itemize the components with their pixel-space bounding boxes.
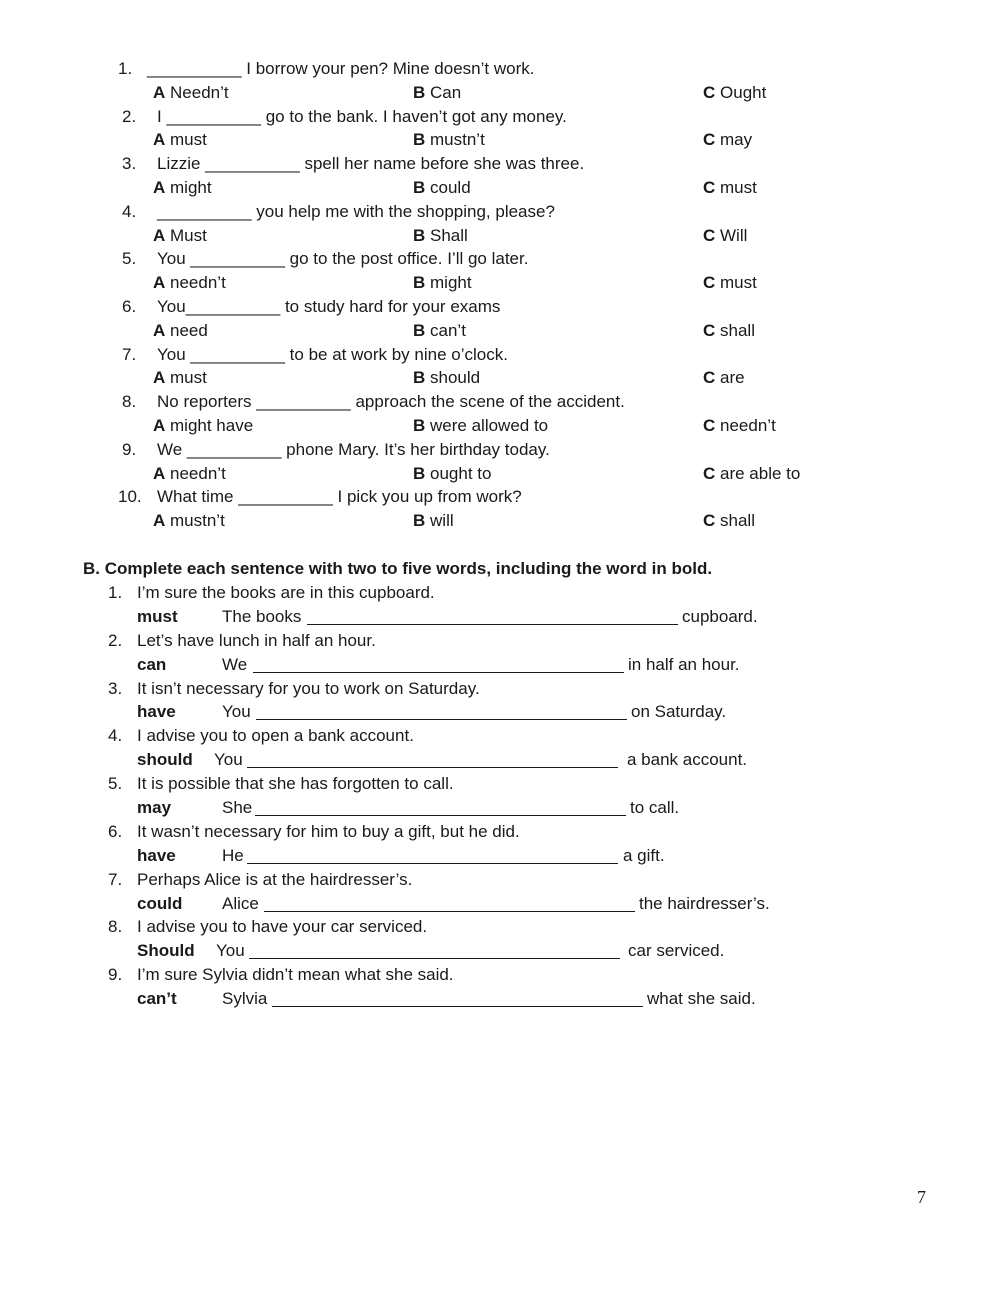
answer-end: car serviced. — [628, 941, 725, 961]
question-number: 5. — [108, 774, 123, 794]
question-sentence: I advise you to have your car serviced. — [137, 917, 428, 937]
option-text: are able to — [720, 463, 801, 483]
option-c[interactable] — [703, 128, 752, 152]
answer-end: a bank account. — [627, 750, 748, 770]
question-number: 10. — [118, 487, 142, 507]
answer-row — [0, 844, 1000, 868]
option-text: Ought — [720, 82, 767, 102]
option-letter: A — [153, 511, 166, 531]
key-word: can — [137, 654, 167, 674]
option-letter: A — [153, 463, 166, 483]
question-number: 2. — [122, 106, 137, 126]
answer-blank[interactable] — [253, 655, 624, 673]
key-word: could — [137, 893, 183, 913]
answer-blank[interactable] — [307, 607, 678, 625]
answer-end: in half an hour. — [628, 654, 740, 674]
question-sentence: Let’s have lunch in half an hour. — [137, 630, 376, 650]
question-row — [0, 295, 1000, 319]
option-text: will — [430, 511, 454, 531]
option-c[interactable] — [703, 176, 757, 200]
option-text: must — [720, 273, 757, 293]
question-text: You__________ to study hard for your exams — [157, 296, 501, 316]
option-text: Can — [430, 82, 462, 102]
option-a[interactable] — [153, 366, 207, 390]
answer-end: what she said. — [647, 989, 756, 1009]
option-c[interactable] — [703, 224, 747, 248]
options-row — [0, 176, 1000, 200]
option-c[interactable] — [703, 81, 766, 105]
question-number: 7. — [108, 869, 123, 889]
option-letter: A — [153, 82, 166, 102]
option-text: must — [170, 368, 207, 388]
option-letter: A — [153, 225, 166, 245]
option-letter: C — [703, 82, 716, 102]
key-word: have — [137, 702, 176, 722]
answer-end: a gift. — [623, 845, 665, 865]
answer-row — [0, 700, 1000, 724]
option-text: needn’t — [170, 463, 226, 483]
answer-start: You — [214, 750, 243, 770]
question-number: 1. — [118, 59, 133, 78]
option-letter: C — [703, 177, 716, 197]
option-letter: A — [153, 273, 166, 293]
question-text: You __________ to be at work by nine o’clock. — [157, 344, 508, 364]
answer-row — [0, 796, 1000, 820]
answer-blank[interactable] — [247, 750, 618, 768]
option-text: might — [170, 177, 212, 197]
question-number: 9. — [108, 965, 123, 985]
option-letter: B — [413, 415, 426, 435]
option-letter: B — [413, 320, 426, 340]
question-sentence: It isn’t necessary for you to work on Saturday. — [137, 678, 480, 698]
answer-row — [0, 748, 1000, 772]
option-b[interactable] — [413, 224, 468, 248]
option-a[interactable] — [153, 224, 207, 248]
option-b[interactable] — [413, 509, 454, 533]
option-letter: A — [153, 368, 166, 388]
question-sentence: Perhaps Alice is at the hairdresser’s. — [137, 869, 413, 889]
answer-blank[interactable] — [247, 846, 618, 864]
question-number: 4. — [108, 726, 123, 746]
answer-start: You — [216, 941, 245, 961]
question-number: 9. — [122, 439, 137, 459]
option-letter: B — [413, 225, 426, 245]
question-row — [0, 57, 1000, 81]
option-letter: C — [703, 320, 716, 340]
option-a[interactable] — [153, 81, 229, 105]
answer-blank[interactable] — [272, 989, 643, 1007]
options-row — [0, 81, 1000, 105]
transformation-question — [0, 868, 1000, 892]
options-row — [0, 414, 1000, 438]
answer-start: She — [222, 798, 253, 818]
transformation-question — [0, 915, 1000, 939]
option-letter: C — [703, 130, 716, 150]
option-letter: C — [703, 415, 716, 435]
option-letter: B — [413, 511, 426, 531]
question-sentence: It is possible that she has forgotten to call. — [137, 774, 454, 794]
option-text: Will — [720, 225, 748, 245]
option-text: Shall — [430, 225, 468, 245]
question-text: No reporters __________ approach the scene of the accident. — [157, 392, 625, 412]
option-text: may — [720, 130, 753, 150]
option-letter: B — [413, 463, 426, 483]
option-text: shall — [720, 511, 755, 531]
option-letter: A — [153, 130, 166, 150]
option-text: must — [170, 130, 207, 150]
answer-start: We — [222, 654, 248, 674]
option-letter: A — [153, 177, 166, 197]
question-row — [0, 247, 1000, 271]
option-text: must — [720, 177, 757, 197]
option-text: could — [430, 177, 471, 197]
option-a[interactable] — [153, 319, 208, 343]
option-b[interactable] — [413, 128, 485, 152]
question-text: What time __________ I pick you up from work? — [157, 487, 522, 507]
option-c[interactable] — [703, 509, 755, 533]
question-row — [0, 105, 1000, 129]
key-word: have — [137, 845, 176, 865]
option-text: were allowed to — [430, 415, 549, 435]
option-letter: B — [413, 368, 426, 388]
answer-row — [0, 605, 1000, 629]
answer-start: You — [222, 702, 251, 722]
answer-blank[interactable] — [256, 702, 627, 720]
answer-start: The books — [222, 606, 302, 626]
answer-start: Alice — [222, 893, 259, 913]
option-a[interactable] — [153, 128, 207, 152]
answer-blank[interactable] — [255, 798, 626, 816]
options-row — [0, 224, 1000, 248]
option-text: can’t — [430, 320, 466, 340]
option-c[interactable] — [703, 462, 800, 486]
option-letter: B — [413, 177, 426, 197]
option-letter: C — [703, 463, 716, 483]
option-letter: C — [703, 225, 716, 245]
answer-row — [0, 892, 1000, 916]
option-letter: B — [413, 130, 426, 150]
option-letter: B — [413, 82, 426, 102]
option-b[interactable] — [413, 462, 491, 486]
question-sentence: I’m sure the books are in this cupboard. — [137, 583, 435, 602]
question-number: 8. — [108, 917, 123, 937]
answer-row — [0, 987, 1000, 1011]
option-b[interactable] — [413, 176, 471, 200]
options-row — [0, 462, 1000, 486]
section-a-multiple-choice — [0, 57, 1000, 533]
option-b[interactable] — [413, 319, 466, 343]
answer-start: Sylvia — [222, 989, 268, 1009]
question-sentence: It wasn’t necessary for him to buy a gift, but he did. — [137, 821, 520, 841]
question-row — [0, 200, 1000, 224]
question-number: 4. — [122, 201, 137, 221]
answer-end: cupboard. — [682, 606, 758, 626]
section-b-heading: B. Complete each sentence with two to five words, including the word in bold. — [83, 559, 713, 578]
option-letter: B — [413, 273, 426, 293]
question-row — [0, 343, 1000, 367]
option-c[interactable] — [703, 271, 757, 295]
answer-blank[interactable] — [249, 941, 620, 959]
option-c[interactable] — [703, 414, 776, 438]
section-b-transformations — [0, 581, 1000, 1011]
question-row — [0, 485, 1000, 509]
question-text: We __________ phone Mary. It’s her birthday today. — [157, 439, 550, 459]
question-text: __________ you help me with the shopping, please? — [157, 201, 555, 221]
page-number: 7 — [917, 1187, 926, 1207]
transformation-question — [0, 820, 1000, 844]
question-text: You __________ go to the post office. I’ll go later. — [157, 249, 529, 269]
option-letter: C — [703, 511, 716, 531]
option-text: are — [720, 368, 745, 388]
option-text: shall — [720, 320, 755, 340]
option-a[interactable] — [153, 271, 226, 295]
option-text: needn’t — [170, 273, 226, 293]
option-b[interactable] — [413, 366, 480, 390]
options-row — [0, 128, 1000, 152]
answer-blank[interactable] — [264, 894, 635, 912]
transformation-question — [0, 581, 1000, 605]
options-row — [0, 271, 1000, 295]
transformation-question — [0, 772, 1000, 796]
question-number: 6. — [122, 296, 137, 316]
option-letter: A — [153, 415, 166, 435]
option-text: ought to — [430, 463, 492, 483]
option-a[interactable] — [153, 509, 225, 533]
question-number: 3. — [122, 154, 137, 174]
option-text: should — [430, 368, 481, 388]
option-text: need — [170, 320, 208, 340]
key-word: Should — [137, 941, 195, 961]
question-number: 2. — [108, 630, 123, 650]
option-a[interactable] — [153, 462, 226, 486]
transformation-question — [0, 677, 1000, 701]
transformation-question — [0, 724, 1000, 748]
question-row — [0, 390, 1000, 414]
question-text: I __________ go to the bank. I haven’t got any money. — [157, 106, 567, 126]
option-text: might — [430, 273, 472, 293]
transformation-question — [0, 629, 1000, 653]
option-text: Must — [170, 225, 207, 245]
key-word: may — [137, 798, 172, 818]
option-text: mustn’t — [170, 511, 225, 531]
option-letter: C — [703, 368, 716, 388]
answer-end: the hairdresser’s. — [639, 893, 770, 913]
question-number: 7. — [122, 344, 137, 364]
options-row — [0, 319, 1000, 343]
question-number: 8. — [122, 392, 137, 412]
question-number: 1. — [108, 583, 123, 602]
option-a[interactable] — [153, 414, 253, 438]
options-row — [0, 509, 1000, 533]
question-sentence: I advise you to open a bank account. — [137, 726, 414, 746]
option-letter: C — [703, 273, 716, 293]
key-word: must — [137, 606, 178, 626]
key-word: can’t — [137, 989, 177, 1009]
option-text: Needn’t — [170, 82, 229, 102]
answer-end: to call. — [630, 798, 680, 818]
question-number: 5. — [122, 249, 137, 269]
transformation-question — [0, 963, 1000, 987]
answer-row — [0, 653, 1000, 677]
question-sentence: I’m sure Sylvia didn’t mean what she said. — [137, 965, 454, 985]
question-number: 6. — [108, 821, 123, 841]
question-text: Lizzie __________ spell her name before she was three. — [157, 154, 585, 174]
question-text: __________ I borrow your pen? Mine doesn’t work. — [147, 59, 535, 78]
option-text: mustn’t — [430, 130, 485, 150]
option-b[interactable] — [413, 414, 548, 438]
question-number: 3. — [108, 678, 123, 698]
answer-row — [0, 939, 1000, 963]
option-c[interactable] — [703, 319, 755, 343]
question-row — [0, 438, 1000, 462]
option-b[interactable] — [413, 81, 461, 105]
option-text: needn’t — [720, 415, 776, 435]
key-word: should — [137, 750, 193, 770]
option-text: might have — [170, 415, 254, 435]
option-c[interactable] — [703, 366, 745, 390]
option-b[interactable] — [413, 271, 472, 295]
answer-end: on Saturday. — [631, 702, 727, 722]
question-row — [0, 152, 1000, 176]
option-letter: A — [153, 320, 166, 340]
options-row — [0, 366, 1000, 390]
option-a[interactable] — [153, 176, 212, 200]
answer-start: He — [222, 845, 244, 865]
